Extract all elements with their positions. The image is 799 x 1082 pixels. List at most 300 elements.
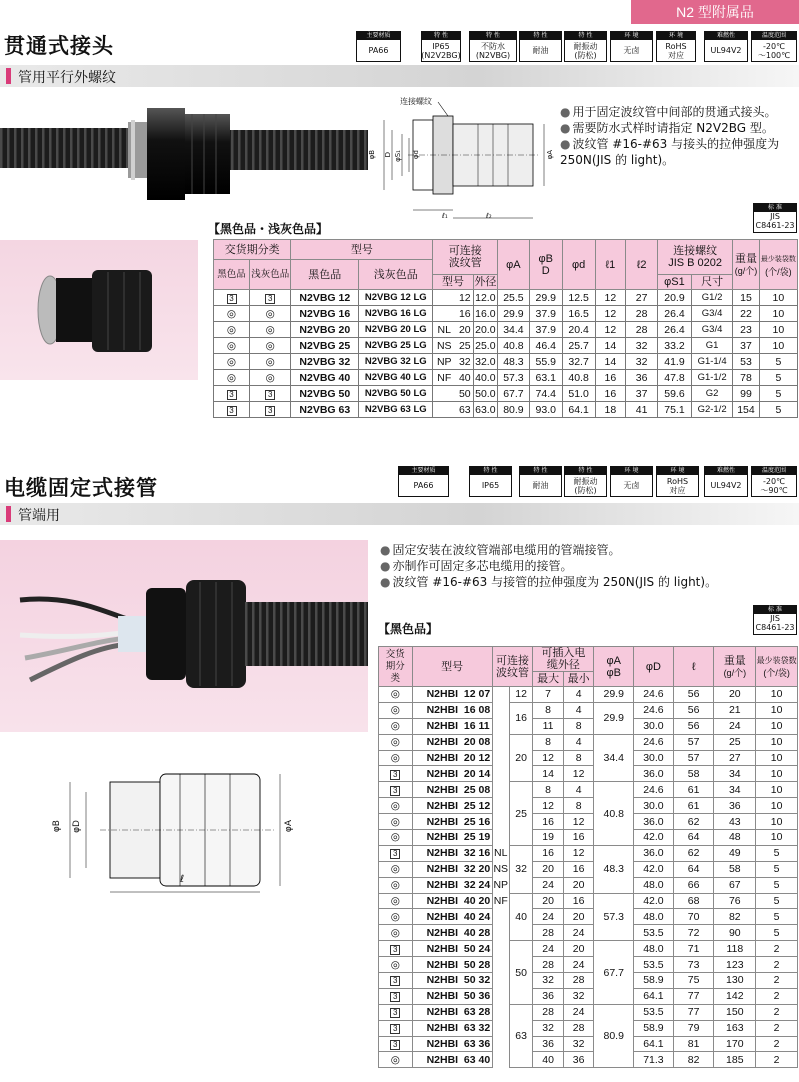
cable-max: 12 bbox=[533, 798, 564, 814]
spec-od: 63.0 bbox=[475, 403, 496, 416]
spec-q: 5 bbox=[759, 402, 797, 418]
cable-max: 32 bbox=[533, 973, 564, 989]
conduit-group-code: NP bbox=[493, 879, 509, 892]
model: N2HBI 25 19 bbox=[412, 830, 492, 846]
conduit-size: 25 bbox=[509, 782, 532, 846]
length: 70 bbox=[673, 909, 714, 925]
delivery-code: 3 bbox=[390, 849, 400, 859]
weight: 24 bbox=[714, 718, 756, 734]
spec-q: 10 bbox=[759, 322, 797, 338]
hdr-delivery: 交货期分类 bbox=[379, 647, 413, 687]
drawing-callout: 连接螺纹 bbox=[400, 97, 432, 106]
badge-head: 特 性 bbox=[519, 31, 562, 40]
model: N2HBI 63 28 bbox=[412, 1004, 492, 1020]
delivery-symbol: ◎ bbox=[214, 322, 250, 338]
cable-min: 28 bbox=[563, 1020, 594, 1036]
hdr-weight-title: 重量 bbox=[723, 654, 746, 667]
weight: 82 bbox=[714, 909, 756, 925]
standard-line: C8461-23 bbox=[755, 221, 795, 230]
model: N2HBI 32 24 bbox=[412, 877, 492, 893]
model: N2HBI 16 08 bbox=[412, 702, 492, 718]
feature-badge bbox=[751, 31, 797, 62]
delivery-code: 3 bbox=[390, 1008, 400, 1018]
hdr-phiD: φD bbox=[634, 647, 674, 687]
cable-max: 40 bbox=[533, 1052, 564, 1068]
phi-d: 71.3 bbox=[634, 1052, 674, 1068]
spec-od: 16.0 bbox=[475, 307, 496, 320]
hdr-phiAB: φA φB bbox=[594, 647, 634, 687]
subtitle-marker bbox=[6, 506, 11, 522]
feature-badge bbox=[421, 31, 461, 62]
standard-head: 标 准 bbox=[754, 204, 796, 212]
min-qty: 2 bbox=[756, 1036, 798, 1052]
hdr-model-black: 黑色品 bbox=[291, 260, 359, 290]
spec-l2: 37 bbox=[626, 386, 658, 402]
spec-q: 5 bbox=[759, 386, 797, 402]
cable-min: 4 bbox=[563, 782, 594, 798]
dim-phid: φd bbox=[412, 150, 420, 160]
phi-d: 53.5 bbox=[634, 1004, 674, 1020]
cable-min: 20 bbox=[563, 941, 594, 957]
conduit-group-code bbox=[492, 925, 509, 941]
subtitle-marker bbox=[6, 68, 11, 84]
delivery-code: 3 bbox=[265, 406, 275, 416]
dim-phiB: φB bbox=[368, 150, 376, 160]
spec-od: 12.0 bbox=[475, 291, 496, 304]
spec-b: 74.4 bbox=[529, 386, 562, 402]
min-qty: 10 bbox=[756, 814, 798, 830]
badge-value bbox=[656, 40, 696, 62]
badge-line: IP65 bbox=[481, 481, 500, 490]
spec-l2: 28 bbox=[626, 322, 658, 338]
phi-a-b: 29.9 bbox=[594, 702, 634, 734]
cable-max: 8 bbox=[533, 702, 564, 718]
hdr-weight-unit: (g/个) bbox=[734, 265, 758, 276]
conduit-group-code: NP bbox=[433, 354, 455, 370]
cable-max: 12 bbox=[533, 750, 564, 766]
cable-min: 20 bbox=[563, 909, 594, 925]
hdr-phiB: φB bbox=[538, 252, 553, 265]
spec-s1: 41.9 bbox=[658, 354, 692, 370]
badge-line: 耐振动 bbox=[573, 41, 598, 51]
length: 77 bbox=[673, 988, 714, 1004]
conduit-group-code bbox=[492, 702, 509, 718]
weight: 67 bbox=[714, 877, 756, 893]
hdr-weight-unit: (g/个) bbox=[723, 667, 747, 678]
conduit-model: 16 bbox=[455, 306, 473, 322]
cable-max: 14 bbox=[533, 766, 564, 782]
spec-od: 20.0 bbox=[475, 323, 496, 336]
hdr-model-gray: 浅灰色品 bbox=[359, 260, 433, 290]
badge-value bbox=[519, 475, 562, 497]
badge-line: UL94V2 bbox=[710, 481, 742, 490]
conduit-model: 20 bbox=[455, 322, 473, 338]
phi-d: 24.6 bbox=[634, 782, 674, 798]
length: 72 bbox=[673, 925, 714, 941]
section1-spec-table bbox=[213, 239, 798, 418]
spec-a: 25.5 bbox=[498, 290, 530, 306]
min-qty: 10 bbox=[756, 718, 798, 734]
hdr-minqty-unit: (个/袋) bbox=[765, 266, 792, 277]
length: 66 bbox=[673, 877, 714, 893]
conduit-group-code bbox=[492, 750, 509, 766]
conduit-group-code bbox=[492, 988, 509, 1004]
badge-head: 难燃性 bbox=[704, 466, 748, 475]
conduit-group-code bbox=[433, 306, 455, 322]
delivery-symbol: ◎ bbox=[250, 338, 291, 354]
cable-max: 32 bbox=[533, 1020, 564, 1036]
cable-min: 20 bbox=[563, 877, 594, 893]
table-row bbox=[379, 845, 798, 861]
length: 57 bbox=[673, 750, 714, 766]
table-row bbox=[379, 893, 798, 909]
delivery-code: 3 bbox=[390, 976, 400, 986]
conduit-group-code bbox=[492, 909, 509, 925]
badge-line: ～90℃ bbox=[760, 485, 788, 495]
spec-b: 93.0 bbox=[529, 402, 562, 418]
spec-l1: 16 bbox=[595, 370, 626, 386]
conduit-size: 20 bbox=[509, 734, 532, 782]
table-row bbox=[379, 830, 798, 846]
bullet-item: ● 波纹管 #16-#63 与接头的拉伸强度为 250N(JIS 的 light)。 bbox=[560, 136, 796, 168]
model-black: N2VBG 50 bbox=[291, 386, 359, 402]
phi-d: 36.0 bbox=[634, 814, 674, 830]
model-black: N2VBG 63 bbox=[291, 402, 359, 418]
hdr-conduit-od: 外径 bbox=[474, 276, 497, 288]
weight: 34 bbox=[714, 782, 756, 798]
hdr-max: 最大 bbox=[533, 672, 564, 687]
through-connector-photo bbox=[0, 100, 368, 207]
badge-line: PA66 bbox=[368, 46, 389, 55]
cable-min: 12 bbox=[563, 845, 594, 861]
weight: 170 bbox=[714, 1036, 756, 1052]
spec-d: 20.4 bbox=[562, 322, 595, 338]
hdr-minqty-unit: (个/袋) bbox=[763, 668, 790, 678]
hdr-phiA: φA bbox=[498, 240, 530, 290]
phi-d: 30.0 bbox=[634, 718, 674, 734]
delivery-symbol bbox=[214, 290, 250, 306]
conduit-model: 12 bbox=[455, 290, 473, 306]
badge-line: (N2VBG) bbox=[475, 50, 511, 60]
badge-value bbox=[656, 475, 699, 497]
delivery-code: 3 bbox=[390, 992, 400, 1002]
hdr-thread-std: JIS B 0202 bbox=[668, 257, 723, 269]
min-qty: 2 bbox=[756, 1020, 798, 1036]
spec-s1: 20.9 bbox=[658, 290, 692, 306]
model: N2HBI 63 36 bbox=[412, 1036, 492, 1052]
length: 79 bbox=[673, 1020, 714, 1036]
badge-head: 特 性 bbox=[564, 466, 607, 475]
delivery-symbol: ◎ bbox=[379, 1052, 413, 1068]
badge-head: 难燃性 bbox=[704, 31, 748, 40]
cable-max: 36 bbox=[533, 1036, 564, 1052]
hdr-model: 型号 bbox=[291, 240, 433, 260]
weight: 163 bbox=[714, 1020, 756, 1036]
table-row bbox=[214, 290, 798, 306]
conduit-group-code: NS bbox=[493, 863, 509, 876]
delivery-code: 3 bbox=[227, 390, 237, 400]
model-black: N2VBG 12 bbox=[291, 290, 359, 306]
feature-badge bbox=[704, 466, 748, 497]
phi-d: 53.5 bbox=[634, 957, 674, 973]
hdr-l2: ℓ2 bbox=[626, 240, 658, 290]
model: N2HBI 20 08 bbox=[412, 734, 492, 750]
phi-d: 64.1 bbox=[634, 1036, 674, 1052]
hdr-phiB-D bbox=[529, 240, 562, 290]
phi-a-b: 67.7 bbox=[594, 941, 634, 1005]
badge-line: 不防水 bbox=[481, 41, 505, 51]
phi-d: 24.6 bbox=[634, 687, 674, 703]
spec-size: G3/4 bbox=[691, 306, 732, 322]
delivery-symbol: ◎ bbox=[214, 338, 250, 354]
min-qty: 10 bbox=[756, 687, 798, 703]
model-gray: N2VBG 12 LG bbox=[359, 290, 433, 306]
delivery-symbol bbox=[250, 290, 291, 306]
badge-line: UL94V2 bbox=[710, 46, 742, 55]
model: N2HBI 32 16 bbox=[412, 845, 492, 861]
cable-max: 20 bbox=[533, 893, 564, 909]
conduit-size: 16 bbox=[509, 702, 532, 734]
hdr-size: 尺寸 bbox=[691, 275, 732, 290]
cable-min: 24 bbox=[563, 1004, 594, 1020]
conduit-group-code bbox=[492, 814, 509, 830]
conduit-group-code bbox=[492, 1004, 509, 1020]
feature-badge bbox=[751, 466, 797, 497]
table-row bbox=[379, 734, 798, 750]
conduit-group-code bbox=[492, 1052, 509, 1068]
conduit-model: 63 bbox=[455, 402, 473, 418]
badge-head: 特 性 bbox=[519, 466, 562, 475]
feature-badge bbox=[610, 31, 653, 62]
cable-min: 36 bbox=[563, 1052, 594, 1068]
hdr-weight-title: 重量 bbox=[734, 252, 757, 265]
badge-line: (N2V2BG) bbox=[421, 50, 461, 60]
delivery-symbol: ◎ bbox=[214, 306, 250, 322]
delivery-symbol: ◎ bbox=[379, 893, 413, 909]
cable-min: 8 bbox=[563, 718, 594, 734]
phi-d: 24.6 bbox=[634, 734, 674, 750]
conduit-group-code: NL bbox=[433, 322, 455, 338]
hdr-gray: 浅灰色品 bbox=[250, 260, 291, 290]
hdr-D: D bbox=[541, 264, 550, 277]
spec-w: 53 bbox=[733, 354, 759, 370]
feature-badge bbox=[356, 31, 401, 62]
badge-head: 主要材质 bbox=[356, 31, 401, 40]
spec-w: 154 bbox=[733, 402, 759, 418]
spec-od: 40.0 bbox=[475, 371, 496, 384]
model-gray: N2VBG 40 LG bbox=[359, 370, 433, 386]
min-qty: 5 bbox=[756, 877, 798, 893]
spec-l1: 14 bbox=[595, 354, 626, 370]
model-gray: N2VBG 63 LG bbox=[359, 402, 433, 418]
standard-head: 标 准 bbox=[754, 606, 796, 614]
weight: 48 bbox=[714, 830, 756, 846]
delivery-symbol bbox=[379, 1020, 413, 1036]
badge-line: 无卤 bbox=[623, 46, 640, 55]
table-row bbox=[379, 988, 798, 1004]
section2-bullets bbox=[380, 542, 792, 590]
badge-line: ～100℃ bbox=[757, 50, 791, 60]
badge-line: -20℃ bbox=[762, 476, 786, 486]
delivery-symbol: ◎ bbox=[379, 814, 413, 830]
delivery-symbol: ◎ bbox=[379, 830, 413, 846]
model: N2HBI 20 14 bbox=[412, 766, 492, 782]
delivery-symbol bbox=[379, 988, 413, 1004]
table-row bbox=[379, 750, 798, 766]
model-gray: N2VBG 32 LG bbox=[359, 354, 433, 370]
table-row bbox=[379, 877, 798, 893]
phi-d: 30.0 bbox=[634, 750, 674, 766]
model: N2HBI 40 28 bbox=[412, 925, 492, 941]
spec-l2: 32 bbox=[626, 354, 658, 370]
delivery-symbol bbox=[379, 941, 413, 957]
phi-d: 30.0 bbox=[634, 798, 674, 814]
badge-value bbox=[704, 40, 748, 62]
min-qty: 5 bbox=[756, 893, 798, 909]
model-gray: N2VBG 20 LG bbox=[359, 322, 433, 338]
phi-a-b: 80.9 bbox=[594, 1004, 634, 1068]
conduit-group-code bbox=[492, 957, 509, 973]
length: 56 bbox=[673, 687, 714, 703]
conduit-group-code bbox=[492, 1036, 509, 1052]
spec-l1: 12 bbox=[595, 322, 626, 338]
hdr-minqty bbox=[756, 647, 798, 687]
conduit-group-code bbox=[492, 973, 509, 989]
delivery-symbol: ◎ bbox=[250, 322, 291, 338]
badge-line: (防松) bbox=[574, 50, 597, 60]
category-tab: N2 型附属品 bbox=[631, 0, 799, 24]
spec-s1: 59.6 bbox=[658, 386, 692, 402]
cable-min: 16 bbox=[563, 830, 594, 846]
hdr-conduit: 可连接波纹管 bbox=[433, 240, 498, 275]
badge-head: 环 境 bbox=[656, 31, 696, 40]
spec-l2: 41 bbox=[626, 402, 658, 418]
badge-head: 特 性 bbox=[421, 31, 461, 40]
table-row bbox=[379, 766, 798, 782]
conduit-group-code: NS bbox=[433, 338, 455, 354]
hdr-weight bbox=[714, 647, 756, 687]
length: 77 bbox=[673, 1004, 714, 1020]
hdr-black: 黑色品 bbox=[214, 260, 250, 290]
badge-value bbox=[704, 475, 748, 497]
delivery-code: 3 bbox=[227, 294, 237, 304]
dim-l2: ℓ₂ bbox=[486, 212, 492, 220]
min-qty: 10 bbox=[756, 750, 798, 766]
cable-min: 4 bbox=[563, 702, 594, 718]
spec-b: 37.9 bbox=[529, 322, 562, 338]
spec-od: 25.0 bbox=[475, 339, 496, 352]
badge-line: -20℃ bbox=[762, 41, 786, 51]
conduit-size: 32 bbox=[509, 845, 532, 893]
badge-head: 温度范围 bbox=[751, 31, 797, 40]
model: N2HBI 25 12 bbox=[412, 798, 492, 814]
cable-min: 12 bbox=[563, 766, 594, 782]
hdr-thread-title: 连接螺纹 bbox=[673, 245, 718, 257]
spec-b: 37.9 bbox=[529, 306, 562, 322]
dim-phiD: φD bbox=[72, 820, 82, 833]
spec-b: 46.4 bbox=[529, 338, 562, 354]
min-qty: 5 bbox=[756, 861, 798, 877]
section1-subtitle-bar bbox=[0, 65, 799, 87]
feature-badge bbox=[469, 31, 517, 62]
conduit-size: 63 bbox=[509, 1004, 532, 1068]
badge-line: 对应 bbox=[668, 50, 684, 60]
min-qty: 2 bbox=[756, 1052, 798, 1068]
min-qty: 2 bbox=[756, 941, 798, 957]
weight: 25 bbox=[714, 734, 756, 750]
spec-w: 37 bbox=[733, 338, 759, 354]
min-qty: 10 bbox=[756, 766, 798, 782]
table-row bbox=[379, 782, 798, 798]
cable-min: 4 bbox=[563, 734, 594, 750]
length: 57 bbox=[673, 734, 714, 750]
hdr-conduit-model: 型号 bbox=[433, 275, 473, 290]
length: 62 bbox=[673, 845, 714, 861]
length: 82 bbox=[673, 1052, 714, 1068]
cable-max: 24 bbox=[533, 877, 564, 893]
cable-max: 36 bbox=[533, 988, 564, 1004]
cable-max: 19 bbox=[533, 830, 564, 846]
cable-max: 24 bbox=[533, 909, 564, 925]
table-row bbox=[379, 941, 798, 957]
conduit-model: 50 bbox=[455, 386, 473, 402]
table-row bbox=[214, 386, 798, 402]
conduit-group-code bbox=[492, 941, 509, 957]
phi-d: 53.5 bbox=[634, 925, 674, 941]
feature-badge bbox=[656, 31, 696, 62]
conduit-group-code bbox=[492, 1020, 509, 1036]
delivery-symbol: ◎ bbox=[379, 687, 413, 703]
delivery-symbol: ◎ bbox=[379, 957, 413, 973]
cable-min: 32 bbox=[563, 1036, 594, 1052]
min-qty: 10 bbox=[756, 782, 798, 798]
delivery-symbol: ◎ bbox=[379, 877, 413, 893]
spec-s1: 26.4 bbox=[658, 322, 692, 338]
model: N2HBI 50 32 bbox=[412, 973, 492, 989]
length: 62 bbox=[673, 814, 714, 830]
hdr-phiS1: φS1 bbox=[658, 275, 692, 290]
conduit-group-code: NF bbox=[493, 895, 508, 908]
badge-value bbox=[469, 475, 512, 497]
standard-line: JIS bbox=[770, 212, 780, 221]
length: 56 bbox=[673, 702, 714, 718]
table-row bbox=[214, 354, 798, 370]
section1-title: 贯通式接头 bbox=[4, 34, 114, 58]
spec-q: 5 bbox=[759, 370, 797, 386]
min-qty: 2 bbox=[756, 1004, 798, 1020]
bullet-item: ● 亦制作可固定多芯电缆用的接管。 bbox=[380, 558, 792, 574]
spec-size: G1-1/4 bbox=[691, 354, 732, 370]
delivery-code: 3 bbox=[390, 786, 400, 796]
cable-min: 32 bbox=[563, 988, 594, 1004]
badge-value bbox=[751, 475, 797, 497]
phi-d: 42.0 bbox=[634, 893, 674, 909]
length: 71 bbox=[673, 941, 714, 957]
phi-a-b: 40.8 bbox=[594, 782, 634, 846]
dim-phiA: φA bbox=[284, 820, 294, 833]
length: 75 bbox=[673, 973, 714, 989]
spec-d: 12.5 bbox=[562, 290, 595, 306]
weight: 123 bbox=[714, 957, 756, 973]
hdr-min: 最小 bbox=[563, 672, 594, 687]
phi-d: 58.9 bbox=[634, 973, 674, 989]
table-row bbox=[214, 322, 798, 338]
table-row bbox=[379, 702, 798, 718]
phi-a-b: 57.3 bbox=[594, 893, 634, 941]
conduit-group-code bbox=[433, 386, 455, 402]
dim-phiS1: φS₁ bbox=[394, 150, 402, 162]
min-qty: 5 bbox=[756, 845, 798, 861]
